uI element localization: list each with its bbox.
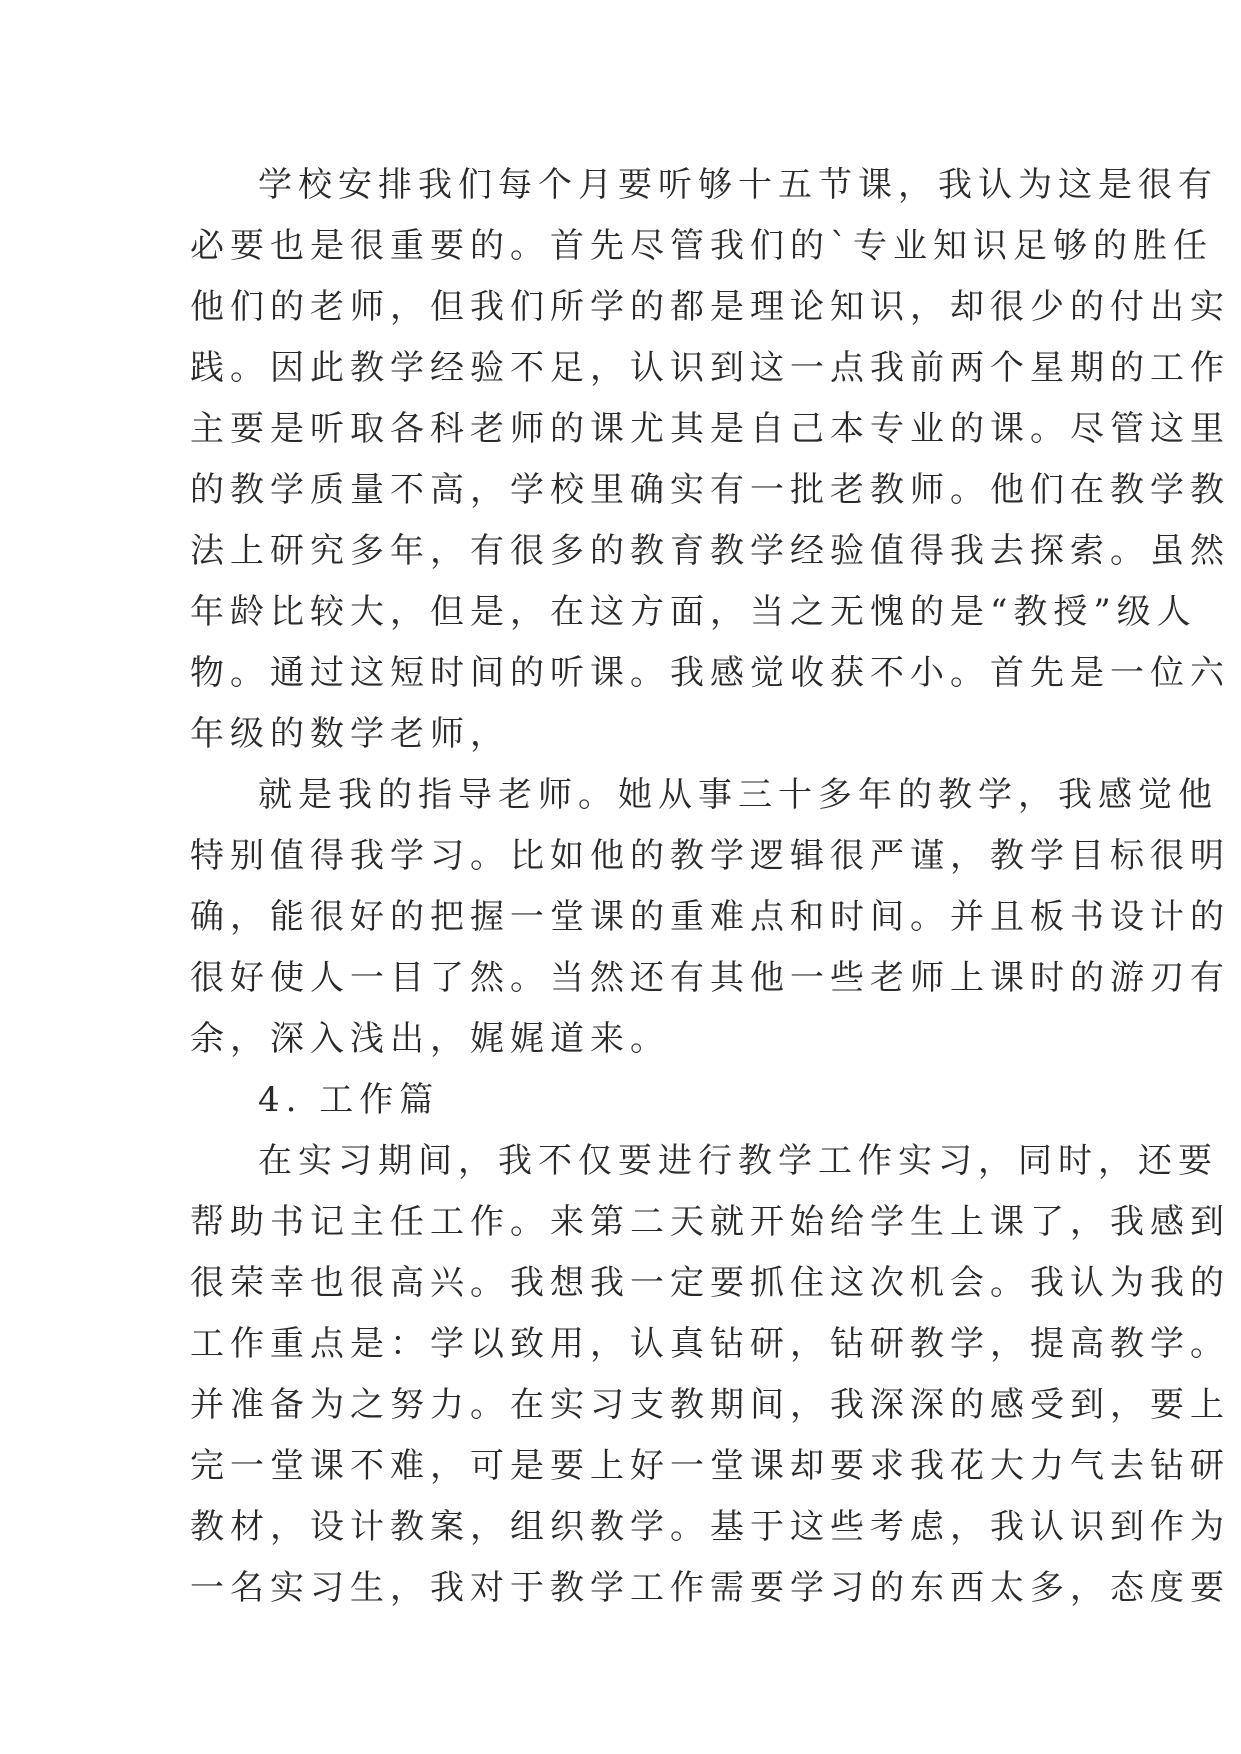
paragraph-line: 物。通过这短时间的听课。我感觉收获不小。首先是一位六: [190, 653, 1230, 693]
paragraph-line: 法上研究多年，有很多的教育教学经验值得我去探索。虽然: [190, 531, 1230, 571]
paragraph-line: 在实习期间，我不仅要进行教学工作实习，同时，还要: [258, 1141, 1218, 1181]
paragraph-line: 的教学质量不高，学校里确实有一批老教师。他们在教学教: [190, 470, 1230, 510]
section-heading: 4. 工作篇: [258, 1080, 440, 1120]
paragraph-line: 余，深入浅出，娓娓道来。: [190, 1019, 670, 1059]
paragraph-line: 很好使人一目了然。当然还有其他一些老师上课时的游刃有: [190, 958, 1230, 998]
paragraph-line: 他们的老师，但我们所学的都是理论知识，却很少的付出实: [190, 287, 1230, 327]
paragraph-line: 教材，设计教案，组织教学。基于这些考虑，我认识到作为: [190, 1507, 1230, 1547]
paragraph-line: 学校安排我们每个月要听够十五节课，我认为这是很有: [258, 165, 1218, 205]
paragraph-line: 确，能很好的把握一堂课的重难点和时间。并且板书设计的: [190, 897, 1230, 937]
paragraph-line: 并准备为之努力。在实习支教期间，我深深的感受到，要上: [190, 1385, 1230, 1425]
paragraph-line: 特别值得我学习。比如他的教学逻辑很严谨，教学目标很明: [190, 836, 1230, 876]
paragraph-line: 完一堂课不难，可是要上好一堂课却要求我花大力气去钻研: [190, 1446, 1230, 1486]
paragraph-line: 就是我的指导老师。她从事三十多年的教学，我感觉他: [258, 775, 1218, 815]
paragraph-line: 必要也是很重要的。首先尽管我们的`专业知识足够的胜任: [190, 226, 1213, 266]
paragraph-line: 主要是听取各科老师的课尤其是自己本专业的课。尽管这里: [190, 409, 1230, 449]
body-text: [190, 155, 1230, 1619]
paragraph-line: 帮助书记主任工作。来第二天就开始给学生上课了，我感到: [190, 1202, 1230, 1242]
paragraph-line: 践。因此教学经验不足，认识到这一点我前两个星期的工作: [190, 348, 1230, 388]
paragraph-line: 很荣幸也很高兴。我想我一定要抓住这次机会。我认为我的: [190, 1263, 1230, 1303]
paragraph-line: 一名实习生，我对于教学工作需要学习的东西太多，态度要: [190, 1568, 1230, 1608]
paragraph-line: 年龄比较大，但是，在这方面，当之无愧的是“教授”级人: [190, 592, 1197, 632]
paragraph-line: 年级的数学老师，: [190, 714, 510, 754]
paragraph-line: 工作重点是：学以致用，认真钻研，钻研教学，提高教学。: [190, 1324, 1230, 1364]
